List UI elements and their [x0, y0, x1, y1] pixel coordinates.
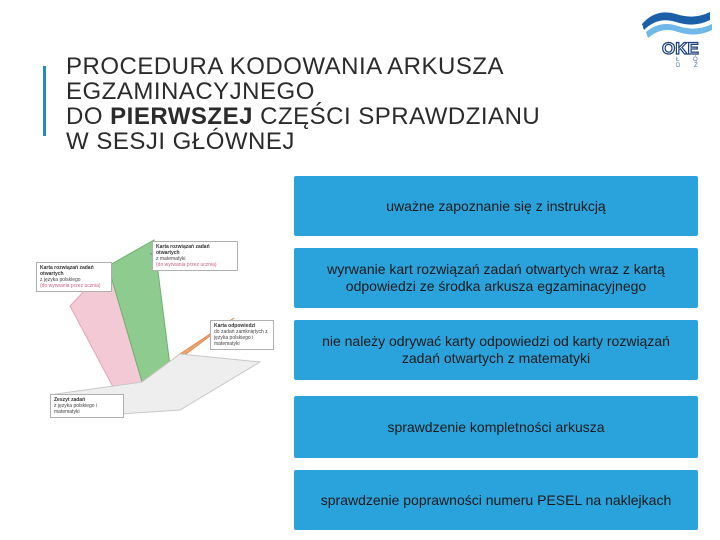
step-1: uważne zapoznanie się z instrukcją [294, 176, 698, 236]
title-line-4: W SESJI GŁÓWNEJ [66, 128, 295, 155]
label-polish-sheet [36, 262, 112, 292]
label-answer-sub: do zadań zamkniętych z języka polskiego i matematyki [214, 329, 268, 347]
label-polish-title: Karta rozwiązań zadań otwartych [40, 265, 94, 277]
title-line-1: PROCEDURA KODOWANIA ARKUSZA [66, 53, 505, 80]
label-math-sheet [152, 241, 238, 271]
step-4: sprawdzenie kompletności arkusza [294, 396, 698, 458]
answer-sheet-illustration [30, 234, 280, 424]
label-polish-note: (do wyrwania przez ucznia) [40, 283, 101, 289]
title-line-3-bold: PIERWSZEJ [110, 103, 253, 130]
label-math-note: (do wyrwania przez ucznia) [156, 262, 217, 268]
step-2: wyrwanie kart rozwiązań zadań otwartych wraz z kartą odpowiedzi ze środka arkusza egzaminacyjnego [294, 248, 698, 308]
label-answer-card [210, 320, 274, 350]
title-line-3 [66, 104, 646, 129]
label-math-sub: z matematyki [156, 256, 186, 262]
step-3: nie należy odrywać karty odpowiedzi od karty rozwiązań zadań otwartych z matematyki [294, 320, 698, 380]
logo-tagline: Ł Ó D Ź [676, 57, 704, 69]
title-line-3-post: CZĘŚCI SPRAWDZIANU [252, 103, 541, 130]
logo-text: OKE [662, 39, 699, 58]
title-line-3-pre: DO [66, 103, 111, 130]
label-answer-title: Karta odpowiedzi [214, 323, 256, 329]
title-accent-bar [43, 66, 46, 136]
step-5: sprawdzenie poprawności numeru PESEL na naklejkach [294, 470, 698, 530]
label-booklet-title: Zeszyt zadań [54, 397, 86, 403]
label-polish-sub: z języka polskiego [40, 277, 81, 283]
label-booklet [50, 394, 124, 418]
label-booklet-sub: z języka polskiego i matematyki [54, 403, 98, 415]
page-title [66, 54, 646, 154]
label-math-title: Karta rozwiązań zadań otwartych [156, 244, 210, 256]
title-line-2: EGZAMINACYJNEGO [66, 78, 315, 105]
